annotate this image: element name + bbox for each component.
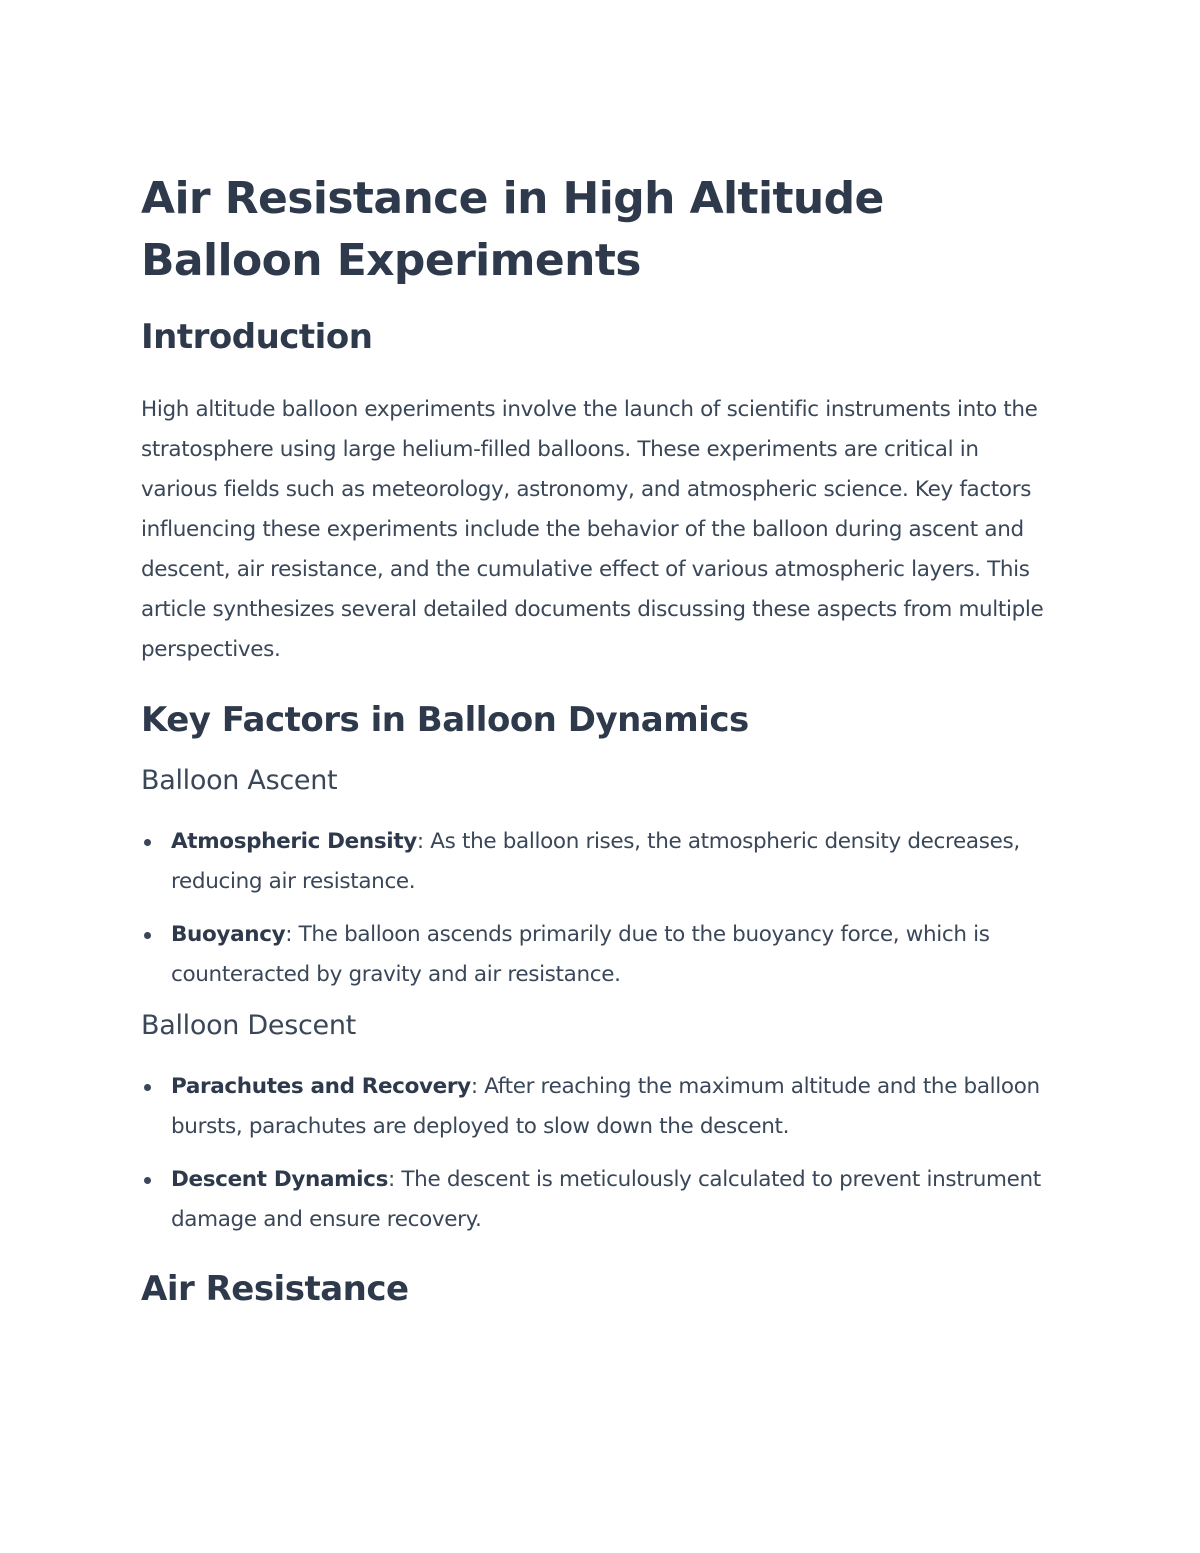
list-item-text: : The balloon ascends primarily due to the buoyancy force, which is counteracted by gravity and air resistance. xyxy=(171,922,990,987)
balloon-descent-heading: Balloon Descent xyxy=(141,1010,356,1041)
list-item-text: : As the balloon rises, the atmospheric density decreases, reducing air resistance. xyxy=(171,829,1020,894)
balloon-ascent-list xyxy=(141,822,1056,995)
list-item xyxy=(141,822,1056,902)
air-resistance-heading: Air Resistance xyxy=(141,1269,409,1309)
bullet-icon xyxy=(144,839,151,846)
bullet-icon xyxy=(144,1084,151,1091)
key-factors-heading: Key Factors in Balloon Dynamics xyxy=(141,700,749,740)
list-item xyxy=(141,915,1056,995)
list-item-term: Buoyancy xyxy=(171,922,286,947)
document-page xyxy=(141,168,1056,1311)
bullet-icon xyxy=(144,932,151,939)
list-item-term: Descent Dynamics xyxy=(171,1167,389,1192)
balloon-ascent-heading: Balloon Ascent xyxy=(141,765,338,796)
introduction-heading: Introduction xyxy=(141,317,373,357)
list-item xyxy=(141,1160,1056,1240)
introduction-paragraph: High altitude balloon experiments involve the launch of scientific instruments into the stratosphere using large helium-filled balloons. These experiments are critical in various fields such as meteorology, astronomy, and atmospheric science. Key factors influencing these experiments include the behavior of the balloon during ascent and descent, air resistance, and the cumulative effect of various atmospheric layers. This article synthesizes several detailed documents discussing these aspects from multiple perspectives. xyxy=(141,397,1044,662)
list-item-text: : After reaching the maximum altitude and the balloon bursts, parachutes are deployed to slow down the descent. xyxy=(171,1074,1040,1139)
list-item-term: Atmospheric Density xyxy=(171,829,417,854)
list-item-text: : The descent is meticulously calculated to prevent instrument damage and ensure recovery. xyxy=(171,1167,1041,1232)
bullet-icon xyxy=(144,1177,151,1184)
list-item xyxy=(141,1067,1056,1147)
list-item-term: Parachutes and Recovery xyxy=(171,1074,471,1099)
document-title: Air Resistance in High Altitude Balloon Experiments xyxy=(141,173,884,286)
balloon-descent-list xyxy=(141,1067,1056,1240)
